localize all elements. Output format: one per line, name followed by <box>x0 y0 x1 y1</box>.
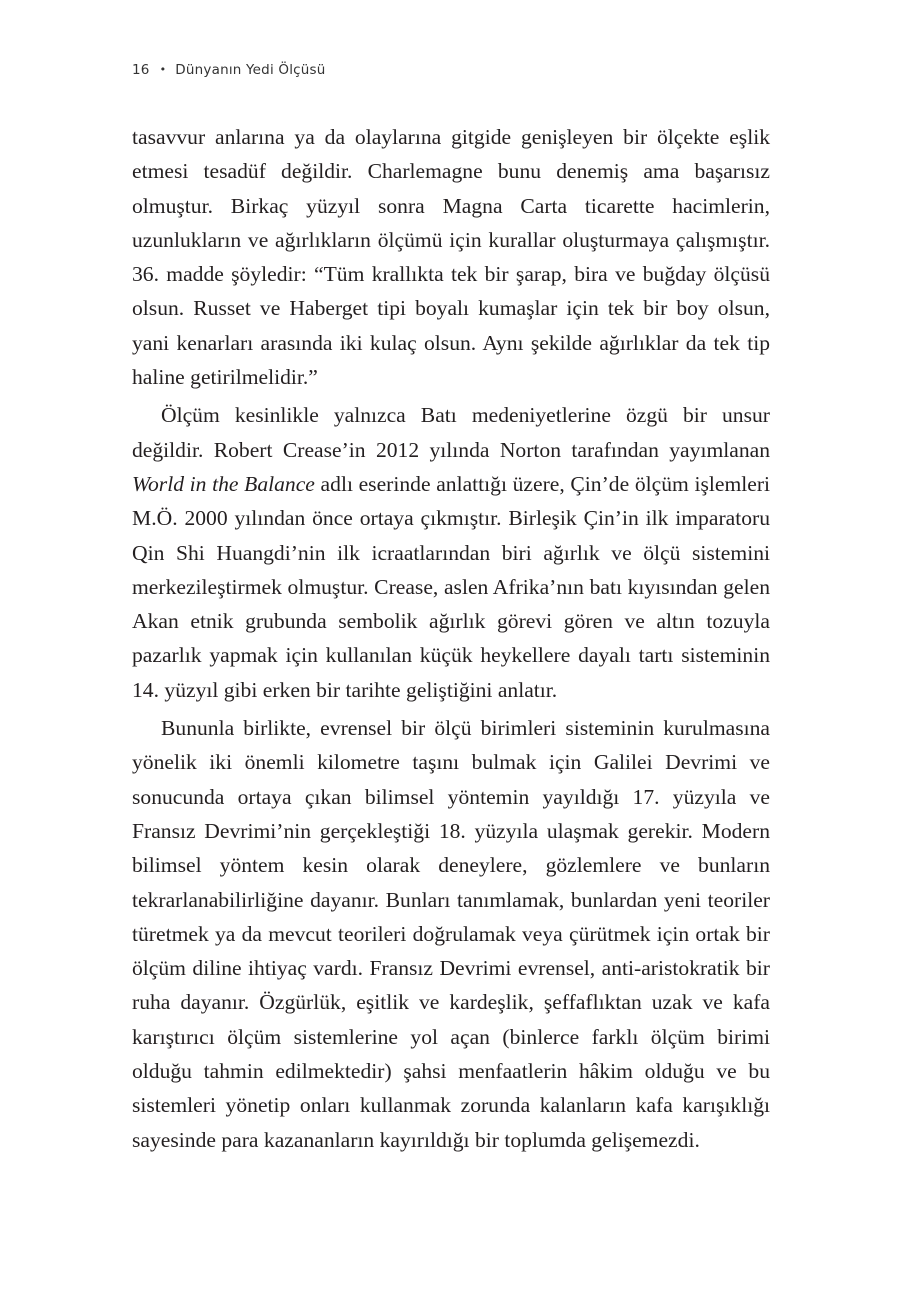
bullet-separator: • <box>159 63 167 76</box>
paragraph-2-text-start: Ölçüm kesinlikle yalnızca Batı medeniyetlerine özgü bir unsur değildir. Robert Crease’in 2012 yılında Norton tarafından yayımlanan <box>132 403 770 462</box>
book-title: Dünyanın Yedi Ölçüsü <box>175 62 326 78</box>
paragraph-2-text-end: adlı eserinde anlattığı üzere, Çin’de ölçüm işlemleri M.Ö. 2000 yılından önce ortaya çıkmıştır. Birleşik Çin’in ilk imparatoru Qin Shi Huangdi’nin ilk icraatlarından biri ağırlık ve ölçü sistemini merkezileştirmek olmuştur. Crease, aslen Afrika’nın batı kıyısından gelen Akan etnik grubunda sembolik ağırlık görevi gören ve altın tozuyla pazarlık yapmak için kullanılan küçük heykellere dayalı tartı sisteminin 14. yüzyıl gibi erken bir tarihte geliştiğini anlatır. <box>132 471 771 702</box>
paragraph-3: Bununla birlikte, evrensel bir ölçü birimleri sisteminin kurulmasına yönelik iki önemli kilometre taşını bulmak için Galilei Devrimi ve sonucunda ortaya çıkan bilimsel yöntemin yayıldığı 17. yüzyıla ve Fransız Devrimi’nin gerçekleştiği 18. yüzyıla ulaşmak gerekir. Modern bilimsel yöntem kesin olarak deneylere, gözlemlere ve bunların tekrarlanabilirliğine dayanır. Bunları tanımlamak, bunlardan yeni teoriler türetmek ya da mevcut teorileri doğrulamak veya çürütmek için ortak bir ölçüm diline ihtiyaç vardı. Fransız Devrimi evrensel, anti-aristokratik bir ruha dayanır. Özgürlük, eşitlik ve kardeşlik, şeffaflıktan uzak ve kafa karıştırıcı ölçüm sistemlerine yol açan (binlerce farklı ölçüm birimi olduğu tahmin edilmektedir) şahsi menfaatlerin hâkim olduğu ve bu sistemleri yönetip onları kullanmak zorunda kalanların kafa karışıklığı sayesinde para kazananların kayırıldığı bir toplumda gelişemezdi. <box>132 716 770 1152</box>
page-number: 16 <box>132 62 150 78</box>
body-text <box>132 120 770 1157</box>
running-header <box>132 62 326 78</box>
paragraph-1: tasavvur anlarına ya da olaylarına gitgide genişleyen bir ölçekte eşlik etmesi tesadüf değildir. Charlemagne bunu denemiş ama başarısız olmuştur. Birkaç yüzyıl sonra Magna Carta ticarette hacimlerin, uzunlukların ve ağırlıkların ölçümü için kurallar oluşturmaya çalışmıştır. 36. madde şöyledir: “Tüm krallıkta tek bir şarap, bira ve buğday ölçüsü olsun. Russet ve Haberget tipi boyalı kumaşlar için tek bir boy olsun, yani kenarları arasında iki kulaç olsun. Aynı şekilde ağırlıklar da tek tip haline getirilmelidir.” <box>132 125 770 390</box>
paragraph-2 <box>132 398 770 707</box>
book-title-italic: World in the Balance <box>132 471 315 496</box>
